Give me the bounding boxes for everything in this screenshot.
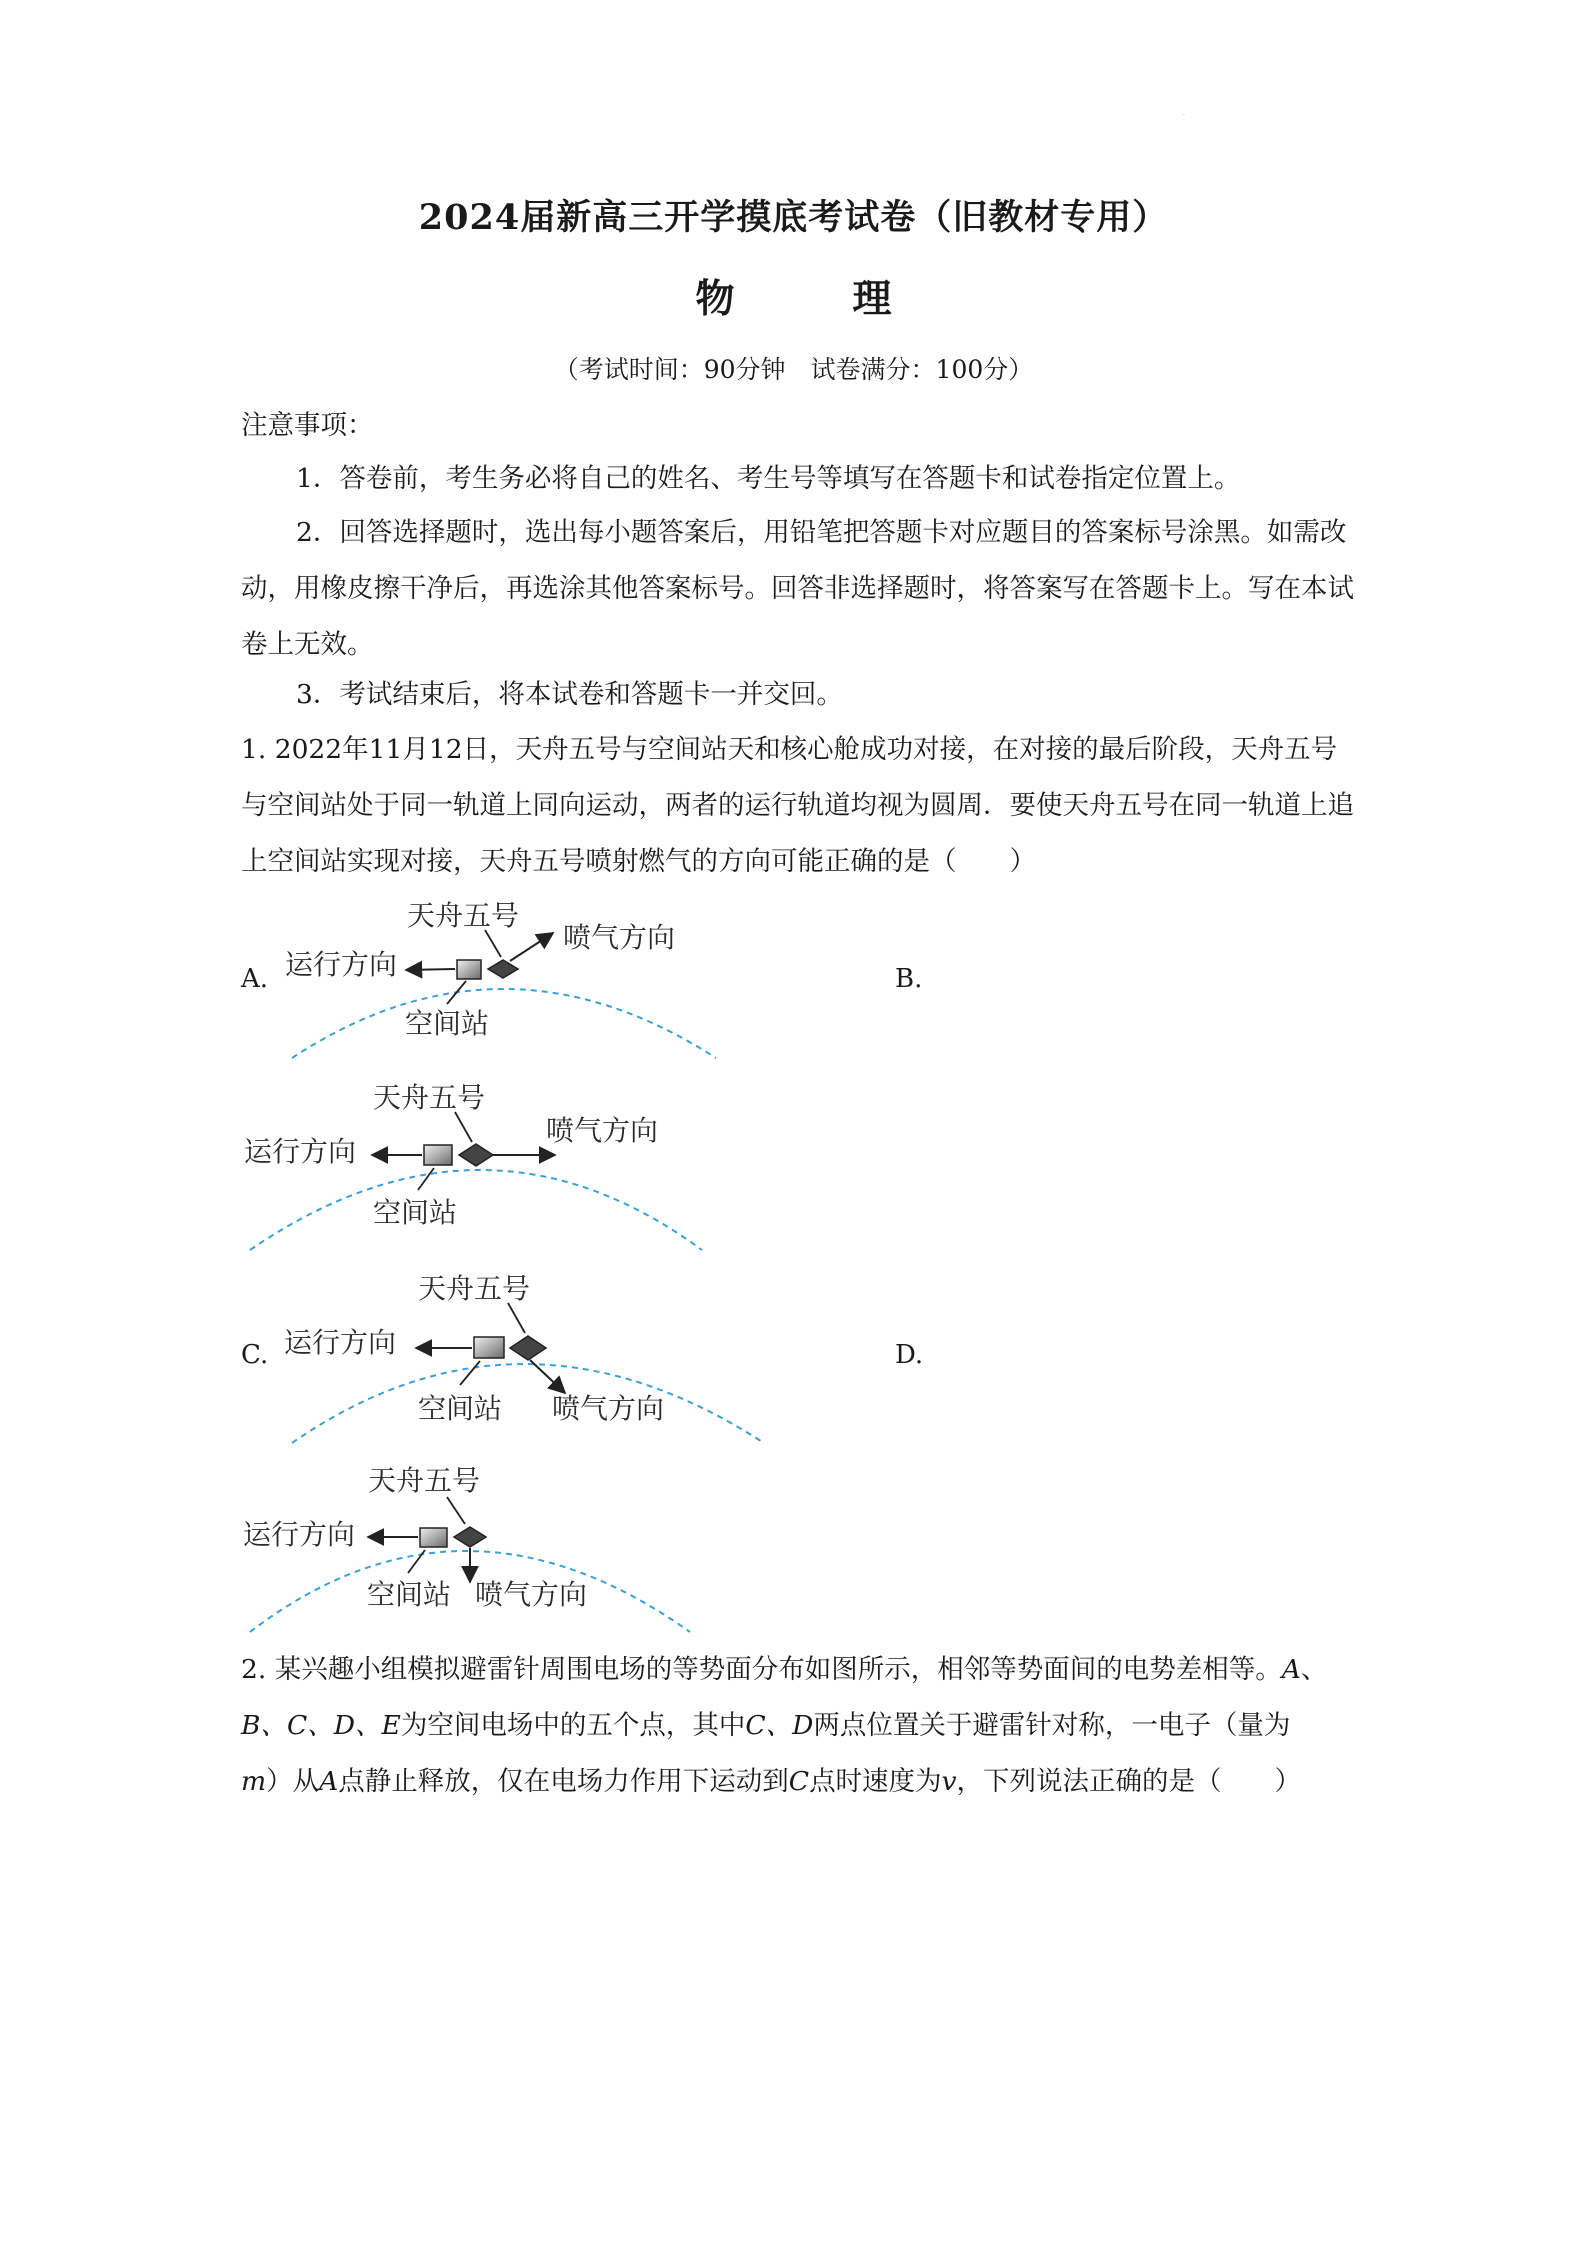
jet-label-b: 喷气方向 [546, 1114, 659, 1147]
tianzhou-leader-d [447, 1497, 465, 1524]
velocity-symbol: v [941, 1766, 957, 1797]
q2-line2-text-b: 两点位置关于避雷针对称，一电子（量为 [813, 1710, 1291, 1741]
q2-line3-text-d: ，下列说法正确的是（ ） [956, 1766, 1302, 1797]
question-1-text: 1. 2022年11月12日，天舟五号与空间站天和核心舱成功对接，在对接的最后阶段，天舟五号与空间站处于同一轨道上同向运动，两者的运行轨道均视为圆周．要使天舟五号在同一轨道上追上空间站实现对接，天舟五号喷射燃气的方向可能正确的是（ ） [241, 734, 1354, 877]
notice-heading: 注意事项： [241, 410, 374, 441]
point-c: C [788, 1766, 810, 1797]
subject-char-2: 理 [852, 276, 892, 322]
question-2-line-3 [241, 1754, 1359, 1810]
option-b-label: B. [895, 964, 923, 994]
station-label-d: 空间站 [367, 1578, 452, 1611]
q2-line3-text-a: ）从 [266, 1766, 320, 1797]
station-label-b: 空间站 [373, 1196, 458, 1229]
subject-char-1: 物 [695, 276, 735, 322]
question-2-line-2 [241, 1698, 1359, 1754]
exam-info: （考试时间：90分钟 试卷满分：100分） [553, 355, 1034, 384]
point-a-2: A [319, 1766, 339, 1797]
points-b-e: B、C、D、E [241, 1710, 401, 1741]
option-c-label: C. [241, 1340, 269, 1370]
q2-line2-text-a: 为空间电场中的五个点，其中 [400, 1710, 746, 1741]
option-a-label: A. [241, 964, 269, 994]
question-2-line-1: 2. 某兴趣小组模拟避雷针周围电场的等势面分布如图所示，相邻等势面间的电势差相等。A、 [241, 1654, 1328, 1685]
direction-label-c: 运行方向 [284, 1326, 397, 1359]
q2-line3-text-b: 点静止释放，仅在电场力作用下运动到 [338, 1766, 789, 1797]
corner-mark: · [1183, 112, 1185, 119]
space-station-d [420, 1528, 447, 1547]
q2-line3-text-c: 点时速度为 [809, 1766, 942, 1797]
jet-label-c: 喷气方向 [552, 1392, 665, 1425]
point-a: A [1281, 1654, 1301, 1685]
direction-label-d: 运行方向 [243, 1518, 356, 1551]
question-2-text [241, 1642, 1359, 1810]
station-label-c: 空间站 [418, 1392, 503, 1425]
direction-label-a: 运行方向 [285, 948, 398, 981]
exam-title: 2024届新高三开学摸底考试卷（旧教材专用） [418, 197, 1169, 238]
tianzhou-label-c: 天舟五号 [418, 1272, 531, 1305]
tianzhou-label-a: 天舟五号 [407, 899, 520, 932]
mass-symbol: m [241, 1766, 267, 1797]
notice-item-3: 3．考试结束后，将本试卷和答题卡一并交回。 [296, 679, 843, 710]
tianzhou-label-d: 天舟五号 [368, 1464, 481, 1497]
points-c-d: C、D [745, 1710, 814, 1741]
station-leader-d [408, 1550, 425, 1573]
option-d-label: D. [895, 1340, 924, 1370]
direction-label-b: 运行方向 [244, 1135, 357, 1168]
jet-label-a: 喷气方向 [563, 921, 676, 954]
station-label-a: 空间站 [405, 1007, 490, 1040]
notice-item-2: 2．回答选择题时，选出每小题答案后，用铅笔把答题卡对应题目的答案标号涂黑。如需改动，用橡皮擦干净后，再选涂其他答案标号。回答非选择题时，将答案写在答题卡上。写在本试卷上无效。 [241, 517, 1354, 660]
tianzhou-label-b: 天舟五号 [373, 1081, 486, 1114]
jet-label-d: 喷气方向 [475, 1578, 588, 1611]
notice-item-1: 1．答卷前，考生务必将自己的姓名、考生号等填写在答题卡和试卷指定位置上。 [296, 463, 1241, 494]
q2-line1-text: 2. 某兴趣小组模拟避雷针周围电场的等势面分布如图所示，相邻等势面间的电势差相等。 [241, 1654, 1282, 1685]
tianzhou-d [454, 1527, 486, 1547]
